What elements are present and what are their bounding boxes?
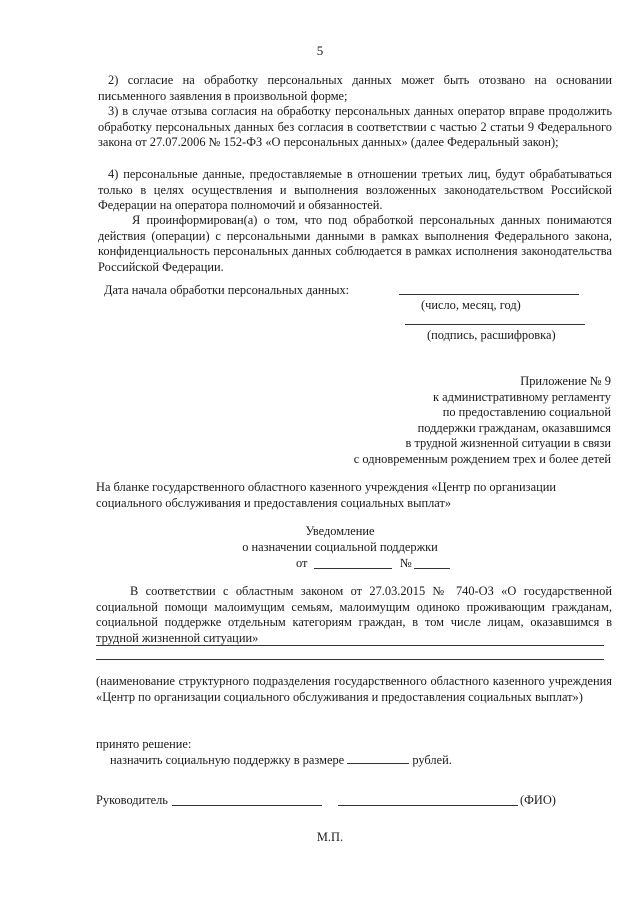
start-date-line <box>399 294 579 295</box>
paragraph-third-parties: 4) персональные данные, предоставляемые в отношении третьих лиц, будут обрабатываться только в целях осуществления и выполнения возложенных законодательством Российской Федерации на оператора полномочий и обязанностей. <box>98 167 612 213</box>
signature-caption: (подпись, расшифровка) <box>427 328 556 342</box>
amount-line <box>347 752 409 764</box>
notice-title: Уведомление <box>305 524 375 538</box>
head-signature-line <box>172 805 322 806</box>
department-caption: (наименование структурного подразделения государственного областного казенного учреждения «Центр по организации социального обслуживания и предоставления социальных выплат») <box>96 674 612 704</box>
paragraph-informed: Я проинформирован(а) о том, что под обработкой персональных данных понимаются действия (операции) с персональными данными в рамках выполнения Федерального закона, конфиденциальность персональных данных соблюдается в рамках исполнения законодательства Российской Федерации. <box>98 213 612 274</box>
department-line <box>96 645 604 646</box>
paragraph-consent-revocable: 2) согласие на обработку персональных данных может быть отозвано на основании письменного заявления в произвольной форме; <box>98 73 612 103</box>
page-number: 5 <box>316 43 324 58</box>
assign-suffix: рублей. <box>412 753 452 767</box>
notice-subtitle: о назначении социальной поддержки <box>242 540 438 554</box>
appendix-header <box>311 374 611 468</box>
notice-number-line <box>414 568 450 569</box>
date-caption: (число, месяц, год) <box>421 298 521 312</box>
decision-label: принято решение: <box>96 737 192 751</box>
appendix-line: поддержки гражданам, оказавшимся <box>417 420 611 435</box>
assign-text <box>110 752 452 769</box>
appendix-line: по предоставлению социальной <box>442 405 611 420</box>
appendix-line: в трудной жизненной ситуации в связи <box>405 436 611 451</box>
appendix-line: к административному регламенту <box>433 389 611 404</box>
paragraph-consent-withdrawal: 3) в случае отзыва согласия на обработку персональных данных оператор вправе продолжить обработку персональных данных без согласия в соответствии с частью 2 статьи 9 Федерального закона от 27.07.2006 № 152-ФЗ «О персональных данных» (далее Федеральный закон); <box>98 104 612 150</box>
stamp-place: М.П. <box>316 830 344 844</box>
head-name-line <box>338 805 518 806</box>
notice-date-prefix: от <box>296 556 308 570</box>
start-date-label: Дата начала обработки персональных данных: <box>104 283 350 297</box>
signature-line <box>405 324 585 325</box>
department-line <box>96 659 604 660</box>
appendix-number: Приложение № 9 <box>520 374 611 388</box>
letterhead-note: На бланке государственного областного казенного учреждения «Центр по организации социального обслуживания и предоставления социальных выплат» <box>96 480 556 510</box>
notice-number-sign: № <box>400 556 412 570</box>
notice-body: В соответствии с областным законом от 27.03.2015 № 740-ОЗ «О государственной социальной помощи малоимущим семьям, малоимущим одиноко проживающим гражданам, социальной поддержке отдельным категориям граждан, в том числе лицам, оказавшимся в трудной жизненной ситуации» <box>96 584 612 645</box>
notice-date-line <box>314 568 392 569</box>
fio-label: (ФИО) <box>520 793 556 807</box>
appendix-line: с одновременным рождением трех и более детей <box>353 451 611 466</box>
assign-prefix: назначить социальную поддержку в размере <box>110 753 345 767</box>
head-label: Руководитель <box>96 793 168 807</box>
